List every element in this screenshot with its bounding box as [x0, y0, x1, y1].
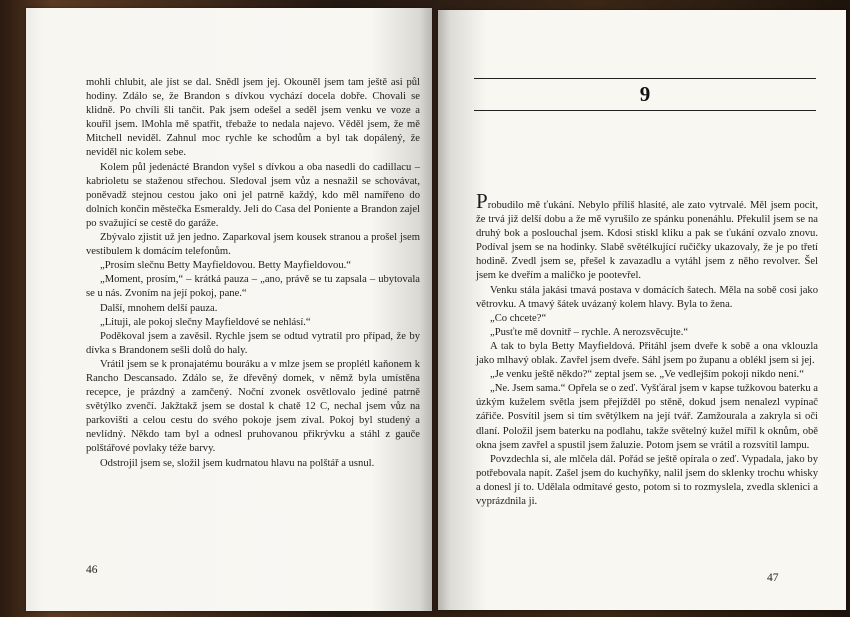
paragraph: Zbývalo zjistit už jen jedno. Zaparkoval jsem kousek stranou a prošel jsem vestibulem k domácím telefonům. [86, 232, 420, 258]
paragraph: „Moment, prosím,“ – krátká pauza – „ano, právě se tu zapsala – ubytovala se u nás. Zvoním na její pokoj, pane.“ [86, 274, 420, 300]
paragraph: „Ne. Jsem sama.“ Opřela se o zeď. Vyšťáral jsem v kapse tužkovou baterku a úzkým kuželem světla jsem přejížděl po stěně, dokud jsem nenalezl vypínač zářiče. Posvítil jsem si tím světýlkem na její tvář. Zamžourala a zakryla si oči dlaní. Položil jsem baterku na podlahu, takže světelný kužel mířil k oknům, obě okna jsem zavřel a spustil jsem žaluzie. Potom jsem se vrátil a rozsvítil lampu. [476, 383, 818, 451]
paragraph: Kolem půl jedenácté Brandon vyšel s dívkou a oba nasedli do cadillacu – kabrioletu se staženou střechou. Sledoval jsem vůz a nesnažil se schovávat, poněvadž stejnou cestou jako oni jel patrně každý, kdo měl namířeno do dolních končin městečka Esmeraldy. Jeli do Casa del Poniente a Brandon zajel po svažující se cestě do garáže. [86, 161, 420, 229]
paragraph: Venku stála jakási tmavá postava v domácích šatech. Měla na sobě cosi jako větrovku. A tmavý šátek uvázaný kolem hlavy. Byla to žena. [476, 284, 818, 310]
paragraph: Poděkoval jsem a zavěsil. Rychle jsem se odtud vytratil pro případ, že by dívka s Brandonem sešli dolů do haly. [86, 330, 420, 356]
paragraph: Vrátil jsem se k pronajatému bouráku a v mlze jsem se proplétl kaňonem k Rancho Descansado. Zdálo se, že dřevěný domek, v němž byla umístěna recepce, je prázdný a zamčený. Noční zvonek osvětlovalo jediné patrně světýlko zvenčí. Jakžtakž jsem se dostal k chatě 12 C, nechal jsem vůz na parkovišti a celou cestu do svého pokoje jsem zíval. Pokoj byl studený a nevlídný. Někdo tam byl a odnesl pruhovanou přikrývku a stáhl z gauče polštářové povlaky téže barvy. [86, 358, 420, 455]
right-page [438, 10, 846, 610]
paragraph: Povzdechla si, ale mlčela dál. Pořád se ještě opírala o zeď. Vypadala, jako by potřebovala napít. Zašel jsem do kuchyňky, nalil jsem do sklenky trochu whisky a donesl jí to. Udělala odmítavé gesto, potom si to rozmyslela, zvedla sklenici a vyprázdnila ji. [476, 453, 818, 507]
paragraph-text: robudilo mě ťukání. Nebylo příliš hlasité, ale zato vytrvalé. Měl jsem pocit, že trvá již delší dobu a že mě vyrušilo ze spánku ponenáhlu. Překulil jsem se na druhý bok a poslouchal jsem. Kdosi stiskl kliku a pak se ťukání ozvalo znovu. Podíval jsem se na hodinky. Slabě světélkující ručičky ukazovaly, že je po třetí hodině. Zvedl jsem se, přešel k zavazadlu a vytáhl jsem z něho revolver. Šel jsem ke dveřím a maličko je pootevřel. [476, 200, 818, 282]
paragraph: „Pusťte mě dovnitř – rychle. A nerozsvěcujte.“ [490, 326, 689, 338]
chapter-number: 9 [639, 82, 651, 106]
right-page-text [476, 189, 818, 509]
paragraph: Odstrojil jsem se, složil jsem kudrnatou hlavu na polštář a usnul. [100, 457, 375, 469]
paragraph: Další, mnohem delší pauza. [100, 302, 218, 314]
chapter-rule-top [474, 78, 816, 79]
page-number-right: 47 [767, 572, 779, 584]
paragraph: mohli chlubit, ale jíst se dal. Snědl jsem jej. Okouněl jsem tam ještě asi půl hodiny. Zdálo se, že Brandon s dívkou vychází docela dobře. Chovali se klidně. Po chvíli šli tančit. Pak jsem odešel a seděl jsem venku ve voze a kouřil jsem. lMohla mě spatřit, třebaže to nedala najevo. Věděl jsem, že mě Mitchell neviděl. Zahnul moc rychle ke schodům a byl tak dopálený, že neviděl nic kolem sebe. [86, 77, 420, 159]
left-page [26, 8, 432, 611]
paragraph: „Co chcete?“ [490, 312, 547, 324]
paragraph: A tak to byla Betty Mayfieldová. Přitáhl jsem dveře k sobě a ona vklouzla jako mlhavý oblak. Zavřel jsem dveře. Sáhl jsem po županu a oblékl jsem si jej. [476, 340, 818, 367]
chapter-rule-bottom [474, 110, 816, 111]
paragraph [476, 189, 818, 284]
page-number-left: 46 [86, 564, 98, 576]
paragraph: „Lituji, ale pokoj slečny Mayfieldové se nehlásí.“ [100, 316, 311, 328]
left-page-text [86, 76, 420, 471]
paragraph: „Prosím slečnu Betty Mayfieldovou. Betty Mayfieldovou.“ [100, 260, 351, 272]
paragraph: „Je venku ještě někdo?“ zeptal jsem se. „Ve vedlejším pokoji nikdo není.“ [490, 369, 804, 381]
drop-cap: P [476, 189, 488, 213]
